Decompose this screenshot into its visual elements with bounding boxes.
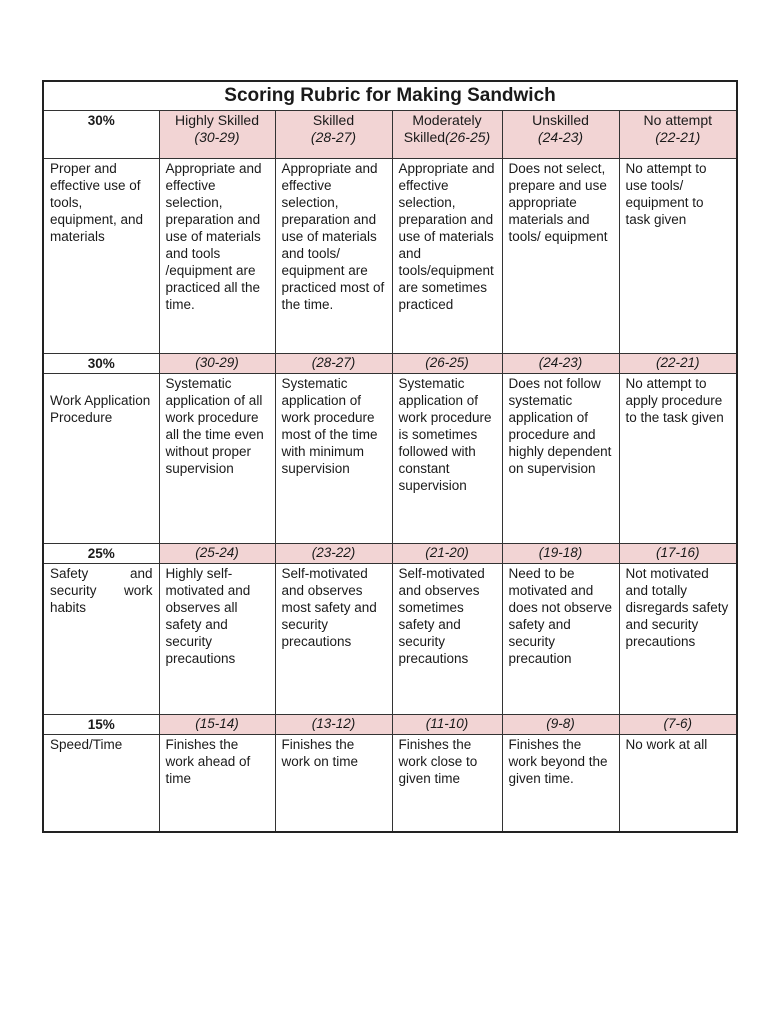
descriptor-cell: Appropriate and effective selection, preparation and use of materials and tools /equipment are practiced all the time. <box>159 159 275 354</box>
range-cell: (15-14) <box>159 715 275 735</box>
criterion-1-weight: 30% <box>43 111 159 159</box>
range-cell: (9-8) <box>502 715 619 735</box>
descriptor-cell: No attempt to use tools/ equipment to task given <box>619 159 737 354</box>
range-cell: (11-10) <box>392 715 502 735</box>
descriptor-cell: Finishes the work on time <box>275 735 392 833</box>
level-range: (24-23) <box>537 129 584 145</box>
criterion-name: Proper and effective use of tools, equipment, and materials <box>43 159 159 354</box>
level-header-skilled <box>275 111 392 159</box>
descriptor-cell: Systematic application of all work procedure all the time even without proper supervision <box>159 374 275 544</box>
range-cell: (21-20) <box>392 544 502 564</box>
criterion-row-safety <box>43 564 737 715</box>
range-cell: (19-18) <box>502 544 619 564</box>
descriptor-cell: No attempt to apply procedure to the task given <box>619 374 737 544</box>
criterion-row-work <box>43 374 737 544</box>
rubric-title: Scoring Rubric for Making Sandwich <box>43 81 737 111</box>
criterion-name: Safety and security work habits <box>43 564 159 715</box>
criterion-2-weight: 30% <box>43 354 159 374</box>
range-cell: (7-6) <box>619 715 737 735</box>
descriptor-cell: Finishes the work close to given time <box>392 735 502 833</box>
range-cell: (13-12) <box>275 715 392 735</box>
level-header-unskilled <box>502 111 619 159</box>
descriptor-cell: Finishes the work ahead of time <box>159 735 275 833</box>
descriptor-cell: Need to be motivated and does not observe safety and security precaution <box>502 564 619 715</box>
title-row <box>43 81 737 111</box>
level-name: Moderately Skilled <box>403 112 482 145</box>
descriptor-cell: Self-motivated and observes sometimes safety and security precautions <box>392 564 502 715</box>
descriptor-cell: Self-motivated and observes most safety and security precautions <box>275 564 392 715</box>
descriptor-cell: Highly self-motivated and observes all safety and security precautions <box>159 564 275 715</box>
range-row-speed <box>43 715 737 735</box>
level-name: Skilled <box>312 112 355 128</box>
descriptor-cell: Does not select, prepare and use appropriate materials and tools/ equipment <box>502 159 619 354</box>
range-cell: (25-24) <box>159 544 275 564</box>
range-cell: (28-27) <box>275 354 392 374</box>
level-header-moderately-skilled <box>392 111 502 159</box>
descriptor-cell: Appropriate and effective selection, preparation and use of materials and tools/ equipment are practiced most of the time. <box>275 159 392 354</box>
descriptor-cell: Appropriate and effective selection, preparation and use of materials and tools/equipment are sometimes practiced <box>392 159 502 354</box>
range-row-safety <box>43 544 737 564</box>
descriptor-cell: No work at all <box>619 735 737 833</box>
level-header-highly-skilled <box>159 111 275 159</box>
level-name: No attempt <box>643 112 713 128</box>
level-name: Highly Skilled <box>174 112 260 128</box>
descriptor-cell: Does not follow systematic application of procedure and highly dependent on supervision <box>502 374 619 544</box>
level-range: (26-25) <box>445 129 491 145</box>
scoring-rubric-table <box>42 80 738 833</box>
criterion-row-tools <box>43 159 737 354</box>
range-cell: (26-25) <box>392 354 502 374</box>
descriptor-cell: Systematic application of work procedure most of the time with minimum supervision <box>275 374 392 544</box>
level-name: Unskilled <box>532 112 589 128</box>
criterion-3-weight: 25% <box>43 544 159 564</box>
level-header-no-attempt <box>619 111 737 159</box>
criterion-name-text: Work Application Procedure <box>50 393 151 425</box>
range-cell: (23-22) <box>275 544 392 564</box>
level-range: (22-21) <box>655 129 701 145</box>
criterion-row-speed <box>43 735 737 833</box>
descriptor-cell: Finishes the work beyond the given time. <box>502 735 619 833</box>
descriptor-cell: Systematic application of work procedure is sometimes followed with constant supervision <box>392 374 502 544</box>
criterion-name <box>43 374 159 544</box>
range-cell: (30-29) <box>159 354 275 374</box>
level-header-row <box>43 111 737 159</box>
criterion-4-weight: 15% <box>43 715 159 735</box>
level-range: (30-29) <box>194 129 240 145</box>
descriptor-cell: Not motivated and totally disregards safety and security precautions <box>619 564 737 715</box>
level-range: (28-27) <box>310 129 357 145</box>
range-row-work <box>43 354 737 374</box>
range-cell: (22-21) <box>619 354 737 374</box>
criterion-name: Speed/Time <box>43 735 159 833</box>
range-cell: (24-23) <box>502 354 619 374</box>
range-cell: (17-16) <box>619 544 737 564</box>
